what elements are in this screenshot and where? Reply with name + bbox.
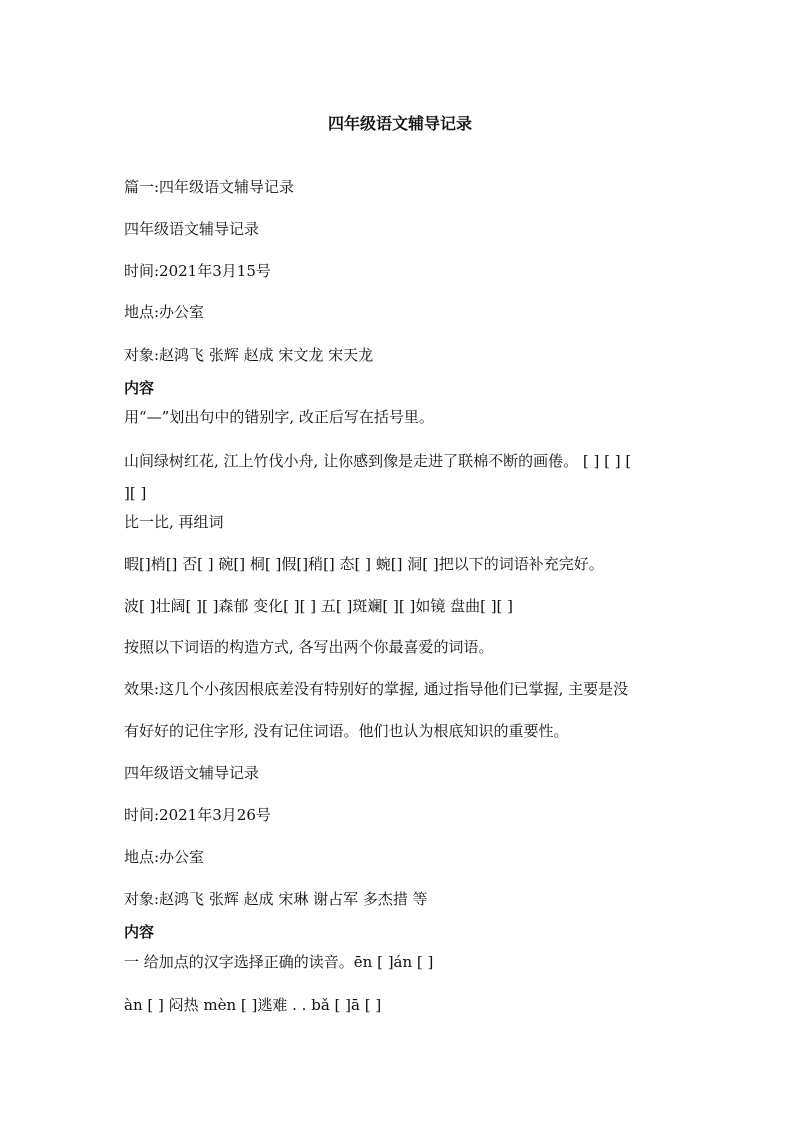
exercise-instruction: 用“—”划出句中的错别字, 改正后写在括号里。: [124, 408, 434, 426]
record-heading: 四年级语文辅导记录: [124, 220, 260, 238]
compare-instruction: 比一比, 再组词: [124, 513, 224, 531]
effect-paragraph-line1: 效果:这几个小孩因根底差没有特别好的掌握, 通过指导他们已掌握, 主要是没: [124, 680, 629, 698]
section-heading: 篇一:四年级语文辅导记录: [124, 178, 295, 196]
second-record-heading: 四年级语文辅导记录: [124, 764, 260, 782]
pronunciation-exercise: 一 给加点的汉字选择正确的读音。ēn [ ]án [ ]: [124, 953, 434, 971]
completion-exercise: 波[ ]壮阔[ ][ ]森郁 变化[ ][ ] 五[ ]斑斓[ ][ ]如镜 盘曲[ ][ ]: [124, 597, 514, 615]
record-time: 时间:2021年3月15号: [124, 262, 271, 280]
second-record-time: 时间:2021年3月26号: [124, 806, 271, 824]
second-content-heading: 内容: [124, 923, 155, 941]
record-subjects: 对象:赵鸿飞 张辉 赵成 宋文龙 宋天龙: [124, 346, 374, 364]
record-location: 地点:办公室: [124, 303, 205, 321]
effect-paragraph-line2: 有好好的记住字形, 没有记住词语。他们也认为根底知识的重要性。: [124, 722, 569, 740]
page-title: 四年级语文辅导记录: [327, 114, 472, 133]
exercise-sentence-continued: ][ ]: [124, 484, 147, 502]
word-structure-instruction: 按照以下词语的构造方式, 各写出两个你最喜爱的词语。: [124, 638, 494, 656]
pronunciation-exercise-continued: àn [ ] 闷热 mèn [ ]逃难 . . bǎ [ ]ā [ ]: [124, 996, 382, 1014]
second-record-subjects: 对象:赵鸿飞 张辉 赵成 宋琳 谢占军 多杰措 等: [124, 890, 428, 908]
content-heading: 内容: [124, 379, 155, 397]
compare-exercise: 暇[]梢[] 否[ ] 碗[] 桐[ ]假[]稍[] 态[ ] 蜿[] 洞[ ]把以下的词语补充完好。: [124, 555, 604, 573]
exercise-sentence: 山间绿树红花, 江上竹伐小舟, 让你感到像是走进了联棉不断的画倦。 [ ] [ ] [: [124, 452, 632, 470]
second-record-location: 地点:办公室: [124, 848, 205, 866]
